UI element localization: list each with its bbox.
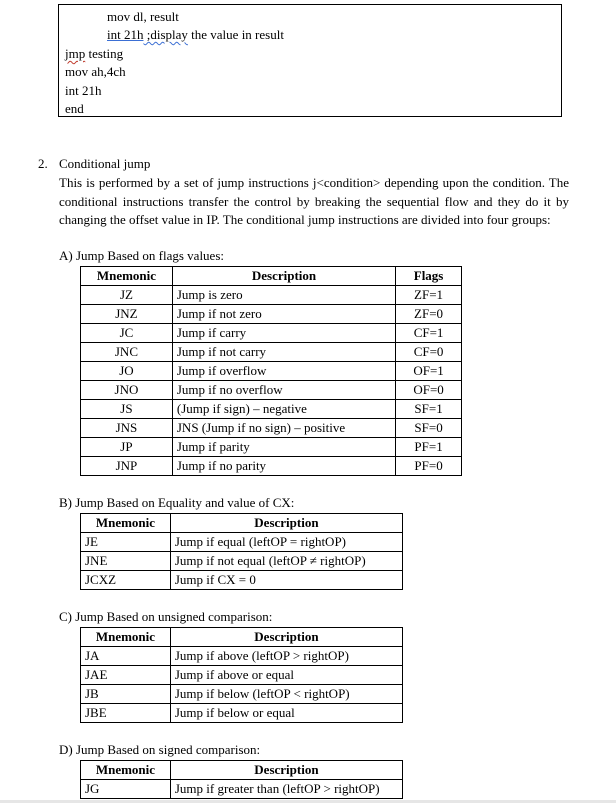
table-row bbox=[81, 419, 462, 438]
table-row bbox=[81, 286, 462, 305]
header-description: Description bbox=[170, 514, 402, 533]
mnemonic-cell: JC bbox=[81, 324, 173, 343]
header-description: Description bbox=[172, 267, 395, 286]
description-cell: Jump if not equal (leftOP ≠ rightOP) bbox=[170, 552, 402, 571]
code-display-rest: the value in result bbox=[187, 27, 284, 42]
mnemonic-cell: JNS bbox=[81, 419, 173, 438]
mnemonic-cell: JBE bbox=[81, 704, 171, 723]
table-row bbox=[81, 305, 462, 324]
header-mnemonic: Mnemonic bbox=[81, 761, 171, 780]
description-cell: Jump if parity bbox=[172, 438, 395, 457]
code-line-end: end bbox=[65, 101, 84, 116]
section-title: Conditional jump bbox=[59, 156, 151, 171]
mnemonic-cell: JS bbox=[81, 400, 173, 419]
description-cell: Jump if equal (leftOP = rightOP) bbox=[170, 533, 402, 552]
header-flags: Flags bbox=[396, 267, 462, 286]
mnemonic-cell: JP bbox=[81, 438, 173, 457]
table-row bbox=[81, 666, 403, 685]
code-jmp-keyword: jmp bbox=[65, 46, 86, 61]
table-header-row bbox=[81, 514, 403, 533]
description-cell: Jump if above (leftOP > rightOP) bbox=[170, 647, 402, 666]
mnemonic-cell: JO bbox=[81, 362, 173, 381]
mnemonic-cell: JE bbox=[81, 533, 171, 552]
table-row bbox=[81, 647, 403, 666]
code-display-comment: ;display bbox=[143, 27, 188, 42]
description-cell: Jump if no overflow bbox=[172, 381, 395, 400]
flags-cell: ZF=0 bbox=[396, 305, 462, 324]
table-row bbox=[81, 571, 403, 590]
table-row bbox=[81, 704, 403, 723]
mnemonic-cell: JNZ bbox=[81, 305, 173, 324]
table-row bbox=[81, 343, 462, 362]
header-description: Description bbox=[170, 761, 402, 780]
section-paragraph: This is performed by a set of jump instructions j<condition> depending upon the condition. The conditional instructions transfer the control by breaking the sequential flow and they do it by changing the offset value in IP. The conditional jump instructions are divided into four groups: bbox=[59, 175, 569, 227]
flags-cell: OF=0 bbox=[396, 381, 462, 400]
flags-cell: ZF=1 bbox=[396, 286, 462, 305]
description-cell: Jump if CX = 0 bbox=[170, 571, 402, 590]
flags-cell: PF=1 bbox=[396, 438, 462, 457]
flags-jump-table bbox=[80, 266, 462, 476]
header-mnemonic: Mnemonic bbox=[81, 514, 171, 533]
group-c-heading: C) Jump Based on unsigned comparison: bbox=[59, 609, 273, 624]
code-line-mov-ah: mov ah,4ch bbox=[65, 64, 126, 79]
header-description: Description bbox=[170, 628, 402, 647]
mnemonic-cell: JNP bbox=[81, 457, 173, 476]
table-row bbox=[81, 552, 403, 571]
mnemonic-cell: JCXZ bbox=[81, 571, 171, 590]
mnemonic-cell: JG bbox=[81, 780, 171, 799]
signed-jump-table bbox=[80, 760, 403, 799]
table-header-row bbox=[81, 761, 403, 780]
table-row bbox=[81, 438, 462, 457]
group-d-heading: D) Jump Based on signed comparison: bbox=[59, 742, 261, 757]
description-cell: Jump if below or equal bbox=[170, 704, 402, 723]
mnemonic-cell: JAE bbox=[81, 666, 171, 685]
table-row bbox=[81, 685, 403, 704]
equality-jump-table bbox=[80, 513, 403, 590]
description-cell: (Jump if sign) – negative bbox=[172, 400, 395, 419]
description-cell: Jump if not carry bbox=[172, 343, 395, 362]
mnemonic-cell: JNC bbox=[81, 343, 173, 362]
flags-cell: SF=1 bbox=[396, 400, 462, 419]
group-a-heading: A) Jump Based on flags values: bbox=[59, 248, 225, 263]
mnemonic-cell: JNE bbox=[81, 552, 171, 571]
code-line-int-display bbox=[107, 27, 284, 43]
section-number: 2. bbox=[38, 156, 48, 171]
table-row bbox=[81, 400, 462, 419]
flags-cell: CF=1 bbox=[396, 324, 462, 343]
mnemonic-cell: JA bbox=[81, 647, 171, 666]
flags-cell: OF=1 bbox=[396, 362, 462, 381]
table-header-row bbox=[81, 267, 462, 286]
description-cell: Jump if carry bbox=[172, 324, 395, 343]
code-line-mov-dl: mov dl, result bbox=[107, 9, 179, 24]
description-cell: Jump if above or equal bbox=[170, 666, 402, 685]
mnemonic-cell: JB bbox=[81, 685, 171, 704]
flags-cell: PF=0 bbox=[396, 457, 462, 476]
description-cell: Jump if greater than (leftOP > rightOP) bbox=[170, 780, 402, 799]
header-mnemonic: Mnemonic bbox=[81, 267, 173, 286]
table-row bbox=[81, 533, 403, 552]
code-block bbox=[58, 4, 562, 117]
description-cell: Jump is zero bbox=[172, 286, 395, 305]
mnemonic-cell: JZ bbox=[81, 286, 173, 305]
flags-cell: CF=0 bbox=[396, 343, 462, 362]
code-line-int-21h: int 21h bbox=[65, 83, 102, 98]
description-cell: Jump if below (leftOP < rightOP) bbox=[170, 685, 402, 704]
table-row bbox=[81, 362, 462, 381]
unsigned-jump-table bbox=[80, 627, 403, 723]
mnemonic-cell: JNO bbox=[81, 381, 173, 400]
description-cell: Jump if not zero bbox=[172, 305, 395, 324]
description-cell: Jump if no parity bbox=[172, 457, 395, 476]
header-mnemonic: Mnemonic bbox=[81, 628, 171, 647]
code-line-jmp bbox=[65, 46, 123, 62]
table-row bbox=[81, 381, 462, 400]
flags-cell: SF=0 bbox=[396, 419, 462, 438]
description-cell: JNS (Jump if no sign) – positive bbox=[172, 419, 395, 438]
table-row bbox=[81, 780, 403, 799]
table-row bbox=[81, 324, 462, 343]
code-jmp-target: testing bbox=[85, 46, 124, 61]
table-header-row bbox=[81, 628, 403, 647]
description-cell: Jump if overflow bbox=[172, 362, 395, 381]
group-b-heading: B) Jump Based on Equality and value of CX: bbox=[59, 495, 295, 510]
code-int-keyword: int 21h bbox=[107, 27, 144, 42]
table-row bbox=[81, 457, 462, 476]
